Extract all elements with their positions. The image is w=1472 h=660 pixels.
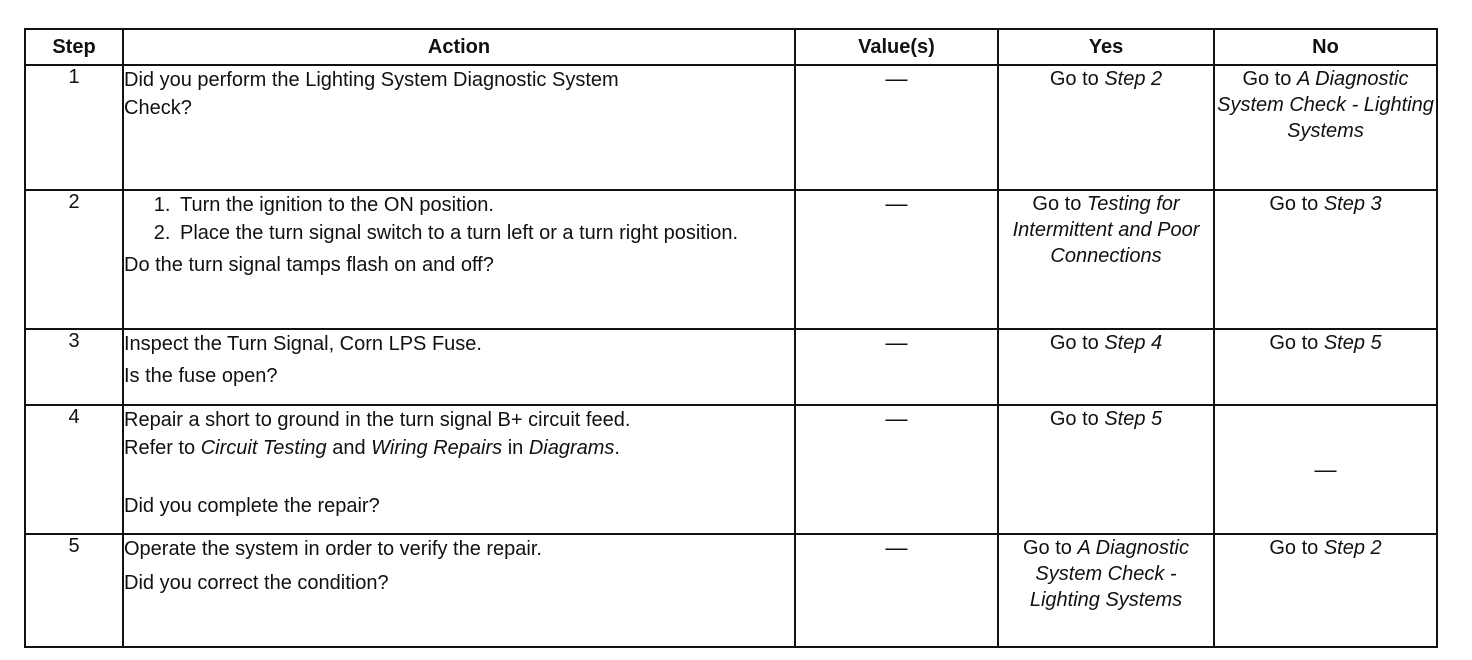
table-row — [25, 190, 1437, 329]
action-question: Did you complete the repair? — [124, 495, 380, 518]
action-text: Operate the system in order to verify the repair. — [124, 538, 542, 561]
action-question: Did you correct the condition? — [124, 572, 389, 595]
header-step: Step — [25, 29, 123, 65]
action-step-item: 2. Place the turn signal switch to a turn left or a turn right position. — [176, 219, 740, 247]
step-number: 2 — [25, 190, 123, 329]
yes-cell — [998, 405, 1214, 534]
diagnostic-table — [24, 28, 1438, 648]
no-prefix: Go to — [1269, 537, 1324, 560]
step-number: 4 — [25, 405, 123, 534]
yes-prefix: Go to — [1049, 68, 1105, 90]
action-cell — [123, 65, 795, 190]
yes-link: Step 2 — [1104, 68, 1163, 90]
value-cell: — — [795, 190, 998, 329]
step-number: 1 — [25, 65, 123, 190]
step-number: 3 — [25, 329, 123, 406]
no-cell — [1214, 329, 1437, 406]
value-cell: — — [795, 534, 998, 647]
yes-link: Step 4 — [1104, 331, 1163, 354]
spacer — [124, 462, 794, 492]
table-row — [25, 534, 1437, 647]
action-steps-list — [124, 191, 794, 247]
table-row — [25, 405, 1437, 534]
step-number: 5 — [25, 534, 123, 647]
no-cell — [1214, 65, 1437, 190]
value-cell: — — [795, 329, 998, 406]
action-cell — [123, 405, 795, 534]
no-prefix: Go to — [1242, 68, 1297, 90]
yes-cell — [998, 65, 1214, 190]
action-text: Repair a short to ground in the turn signal B+ circuit feed. — [124, 409, 631, 432]
yes-prefix: Go to — [1022, 537, 1078, 560]
yes-prefix: Go to — [1049, 408, 1105, 431]
action-cell — [123, 534, 795, 647]
table-row — [25, 329, 1437, 406]
action-text: Inspect the Turn Signal, Corn LPS Fuse. — [124, 332, 482, 355]
value-cell: — — [795, 65, 998, 190]
action-question: Is the fuse open? — [124, 364, 278, 387]
yes-prefix: Go to — [1032, 192, 1087, 215]
action-cell — [123, 329, 795, 406]
no-prefix: Go to — [1269, 331, 1324, 354]
no-link: Step 3 — [1323, 192, 1382, 215]
refer-end: . — [614, 437, 620, 460]
value-cell: — — [795, 405, 998, 534]
reference-wiring-repairs: Wiring Repairs — [371, 437, 503, 460]
no-cell — [1214, 534, 1437, 647]
no-cell: — — [1214, 405, 1437, 534]
refer-text: Refer to — [124, 437, 201, 460]
no-link: Step 5 — [1323, 331, 1382, 354]
yes-cell — [998, 534, 1214, 647]
refer-and: and — [326, 437, 372, 460]
yes-link: A Diagnostic System Check - Lighting Systems — [1029, 537, 1190, 612]
yes-link: Testing for Intermittent and Poor Connections — [1012, 192, 1200, 267]
action-step-item: 1. Turn the ignition to the ON position. — [176, 191, 794, 219]
yes-cell — [998, 190, 1214, 329]
no-prefix: Go to — [1269, 192, 1324, 215]
no-link: Step 2 — [1323, 537, 1382, 560]
header-row — [25, 29, 1437, 65]
reference-diagrams: Diagrams — [528, 437, 615, 460]
yes-prefix: Go to — [1049, 331, 1105, 354]
action-cell — [123, 190, 795, 329]
no-cell — [1214, 190, 1437, 329]
reference-circuit-testing: Circuit Testing — [200, 437, 327, 460]
action-text: Did you perform the Lighting System Diagnostic System Check? — [124, 69, 619, 119]
header-yes: Yes — [998, 29, 1214, 65]
header-action: Action — [123, 29, 795, 65]
header-no: No — [1214, 29, 1437, 65]
action-refer — [124, 434, 794, 462]
table-row — [25, 65, 1437, 190]
header-values: Value(s) — [795, 29, 998, 65]
yes-cell — [998, 329, 1214, 406]
action-question: Do the turn signal tamps flash on and off? — [124, 253, 494, 276]
no-link: A Diagnostic System Check - Lighting Systems — [1217, 68, 1434, 142]
refer-in: in — [502, 437, 529, 460]
yes-link: Step 5 — [1104, 408, 1163, 431]
